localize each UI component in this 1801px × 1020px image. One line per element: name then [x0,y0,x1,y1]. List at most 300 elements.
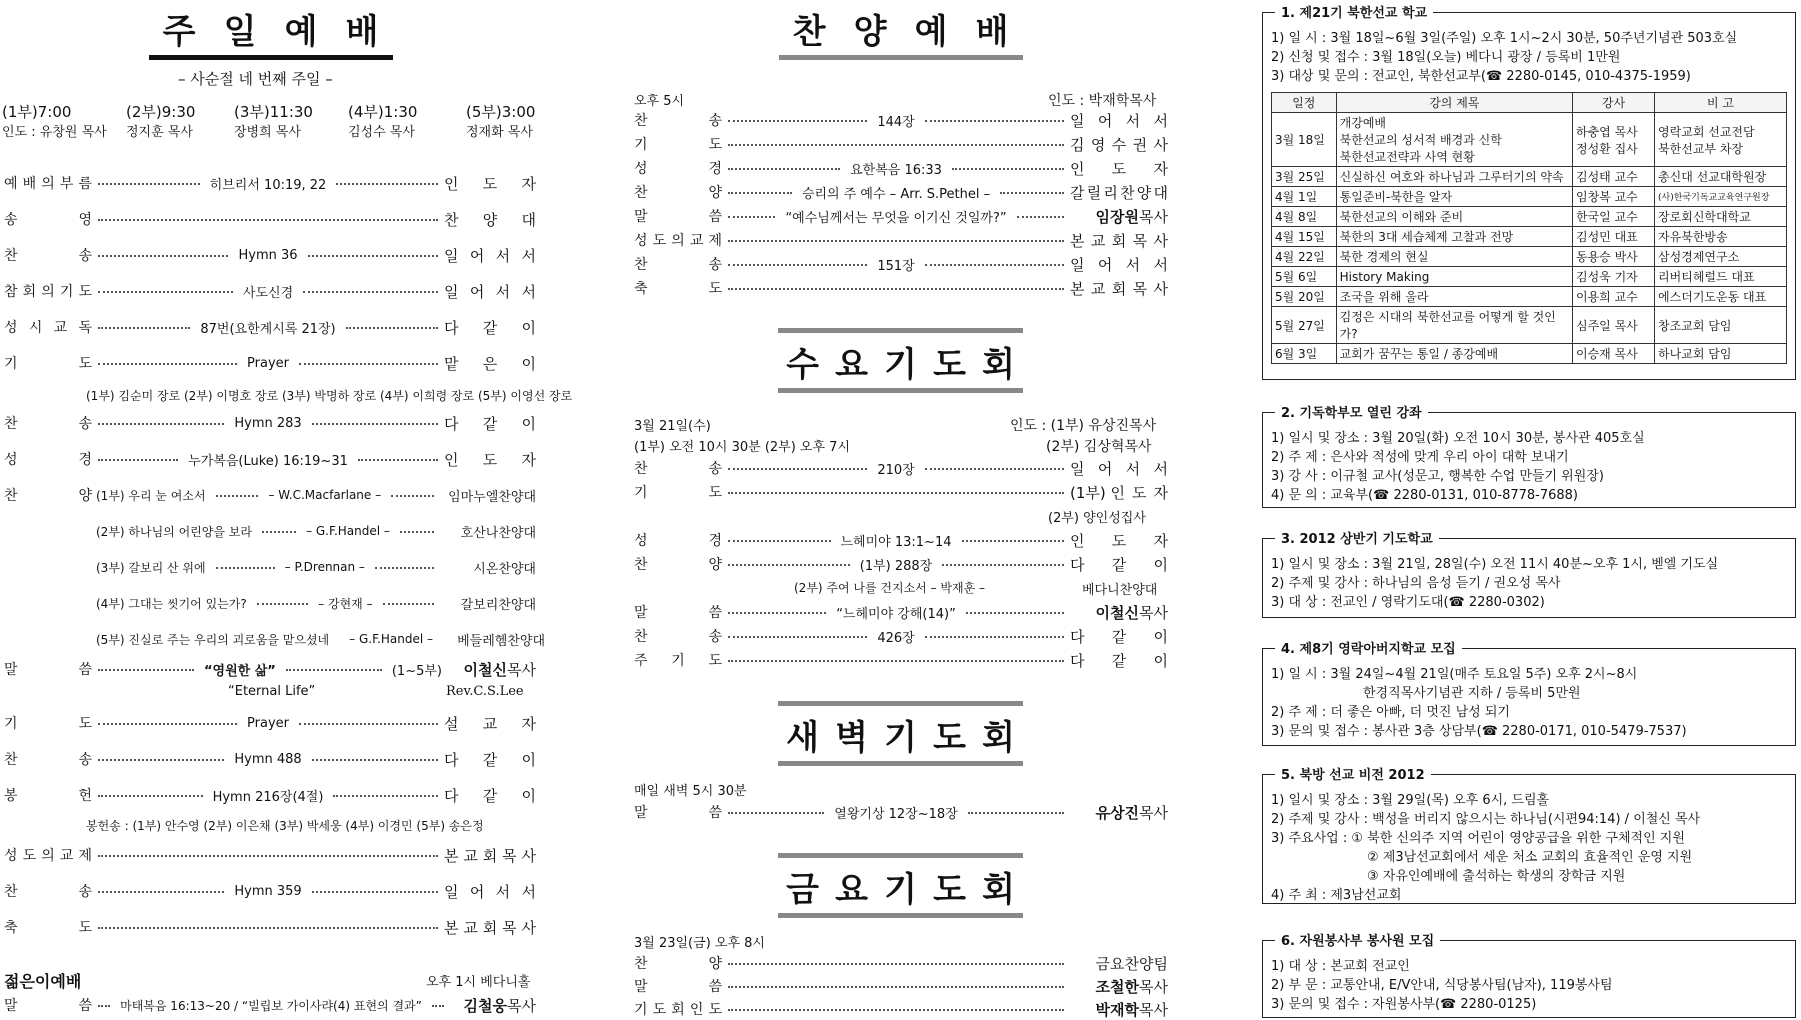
row-label [4,317,92,337]
row-content: 히브리서 10:19, 22 [209,177,327,193]
notice-2-heading: 2. 기독학부모 열린 강좌 [1275,402,1428,421]
char: 교 [463,846,478,865]
char: 이 [521,414,537,433]
service-leader: 정재화 목사 [466,125,533,140]
cell-line: 4월 8일 [1275,210,1318,224]
cell-line: 이용희 교수 [1576,290,1638,304]
char: 의 [41,848,55,864]
row-label [4,449,92,469]
row-content: 151장 [877,258,915,274]
char: 양 [482,210,498,229]
row-right [444,917,536,938]
char: 회 [1111,231,1127,250]
char: 일 [1070,111,1085,130]
char: 일 [1070,255,1085,274]
table-cell [1655,287,1787,307]
char: 배 [22,176,37,192]
char: 의 [41,284,55,300]
char: 본 [444,846,459,865]
wed-pray-2: (2부) 양인성집사 [1048,511,1146,526]
title-suffix: 목사 [1139,803,1168,822]
char: 송 [708,113,722,129]
char: 송 [708,257,722,273]
dot-leader [346,327,438,329]
row-right [1070,626,1168,647]
char: 어 [469,282,485,301]
char: 교 [59,848,74,864]
char: 같 [482,786,498,805]
row-right [444,881,536,902]
title-char: 도 [933,718,966,758]
cell-line: 김정은 시대의 북한선교를 어떻게 할 것인가? [1339,310,1556,341]
choir-composer: – W.C.Macfarlane – [268,488,382,502]
table-cell [1336,247,1572,267]
choir-song: (5부) 진실로 주는 우리의 괴로움을 맡으셨네 [96,632,330,647]
praise-leader: 인도 : 박재학목사 [1048,93,1157,109]
char: 송 [708,461,722,477]
char: 기 [671,653,685,669]
dot-leader [925,636,1064,638]
dot-leader [299,723,438,725]
row-right [1070,953,1168,974]
char: 기 [634,485,648,501]
offering-note: 봉헌송 : (1부) 안수영 (2부) 이은채 (3부) 박세웅 (4부) 이경민 (5부) 송은정 [86,819,484,833]
table-cell [1655,167,1787,187]
dot-leader [391,495,434,497]
char: 경 [708,533,722,549]
char: 자 [521,450,537,469]
row-label [4,413,92,433]
table-cell [1336,287,1572,307]
wed-times: (1부) 오전 10시 30분 (2부) 오후 7시 [634,440,851,455]
dot-leader [728,168,840,170]
char: 헌 [78,788,92,804]
row-label [634,110,722,130]
char: 은 [482,354,498,373]
row-label [4,173,92,193]
row-right [444,845,536,866]
dot-leader [925,120,1064,122]
row-right [450,995,536,1016]
row-right [444,785,536,806]
order-row [634,482,1168,502]
char: 김 [1070,135,1085,154]
char: 찬 [4,416,18,432]
row-label [4,881,92,901]
char: 도 [708,653,722,669]
char: 축 [4,920,18,936]
person-name: 금요찬양팀 [1095,954,1168,973]
char: 회 [671,1002,685,1018]
char: 어 [1097,459,1113,478]
choir-name: 호산나찬양대 [460,525,537,541]
char: 서 [521,282,536,301]
notice-line: 3) 대상 및 문의 : 전교인, 북한선교부(☎ 2280-0145, 010-4375-1959) [1271,69,1691,84]
order-row [4,173,536,193]
title-char: 일 [223,12,257,52]
table-cell [1336,207,1572,227]
table-cell [1272,187,1337,207]
char: 다 [1070,651,1085,670]
char: 송 [78,416,92,432]
dot-leader [728,288,1064,290]
notice-1-lines [1263,13,1795,90]
row-right [446,659,536,680]
char: 목 [1132,231,1148,250]
char: 말 [634,209,648,225]
dot-leader [728,812,824,814]
cell-line: 4월 1일 [1275,190,1318,204]
row-content: 누가복음(Luke) 16:19~31 [188,453,348,469]
row-label [4,713,92,733]
dot-leader [262,531,296,533]
table-cell [1573,167,1655,187]
choir-name: 임마누엘찬양대 [448,489,536,505]
char: 사 [1153,231,1168,250]
dot-leader [728,540,831,542]
char: 서 [1153,459,1168,478]
choir-name: 베들레헴찬양대 [457,633,545,649]
char: 예 [4,176,18,192]
sermon-eng-name: Rev.C.S.Lee [446,684,524,699]
dot-leader [400,531,434,533]
char: 서 [521,246,536,265]
table-cell [1272,227,1337,247]
char: 경 [708,161,722,177]
title-suffix: 목사 [507,996,536,1015]
char: 교 [463,918,478,937]
row-right [1070,182,1168,203]
table-cell [1655,187,1787,207]
dot-leader [98,927,438,929]
char: 교 [482,714,498,733]
char: 사 [521,918,536,937]
row-right [444,317,536,338]
dot-leader [98,327,190,329]
youth-row [4,995,536,1015]
order-row [634,530,1168,550]
title-char: 양 [853,12,887,52]
char: 릴 [1086,183,1102,202]
service-leader: 인도 : 유창원 목사 [2,125,107,140]
char: 참 [4,284,18,300]
char: 말 [4,662,18,678]
char: 도 [1111,159,1127,178]
table-cell [1573,227,1655,247]
dot-leader [98,723,237,725]
title-suffix: 목사 [1139,1000,1168,1019]
char: 부 [59,176,74,192]
notice-2-lines [1263,413,1795,509]
char: 다 [444,414,459,433]
char: 찬 [634,956,648,972]
char: 말 [634,979,648,995]
table-cell [1573,113,1655,167]
char: 씀 [708,605,722,621]
dot-leader [1017,216,1064,218]
dot-leader [728,264,867,266]
row-content: 사도신경 [242,285,294,301]
dot-leader [728,216,775,218]
row-label [634,530,722,550]
row-label [4,659,92,679]
service-leader: 김성수 목사 [348,125,415,140]
row-content: (1부) 288장 [859,558,933,574]
table-cell [1655,207,1787,227]
row-label [4,209,92,229]
row-label [634,802,722,822]
row-content: Hymn 216장(4절) [212,789,324,805]
preacher-name: 김철웅 [463,996,508,1015]
notice-box-3 [1262,532,1796,618]
char: 양 [708,956,722,972]
notice-line: 1) 일시 및 장소 : 3월 21일, 28일(수) 오전 11시 40분~오후 1시, 벧엘 기도실 [1271,557,1719,572]
schedule-table [1271,92,1787,364]
choir-song: (1부) 우리 눈 여소서 [96,488,206,503]
char: 같 [1111,555,1127,574]
row-content: Hymn 488 [234,751,302,767]
char: 자 [1153,483,1168,502]
row-right [1070,602,1168,623]
char: 성 [634,161,648,177]
cell-line: 하나교회 담임 [1658,347,1732,361]
service-leader: 정지훈 목사 [126,125,193,140]
title-char: 찬 [792,12,826,52]
table-row [1272,227,1787,247]
row-label [4,845,92,865]
char: 제 [708,233,722,249]
char: 도 [78,716,92,732]
row-content: “예수님께서는 무엇을 이기신 것일까?” [785,210,1007,226]
person-name: 조철한 [1095,977,1140,996]
char: 성 [4,452,18,468]
char: 찬 [4,248,18,264]
char: 의 [671,233,685,249]
char: 이 [521,318,536,337]
char: 도 [78,284,92,300]
person-name: 임장원 [1095,207,1140,226]
order-row [634,182,1168,202]
choir-row [4,521,536,541]
char: 말 [634,605,648,621]
cell-line: 총신대 선교대학원장 [1658,170,1767,184]
cell-line: 5월 6일 [1275,270,1318,284]
choir-composer: – G.F.Handel – [349,632,433,646]
table-row [1272,207,1787,227]
row-label [634,650,722,670]
row-label [634,482,722,502]
char: 인 [1070,531,1085,550]
notice-line: 3) 문의 및 접수 : 자원봉사부(☎ 2280-0125) [1271,997,1537,1012]
wed-choir-2-name: 베다니찬양대 [1082,583,1158,598]
dot-leader [98,459,178,461]
dot-leader [952,168,1064,170]
title-char: 금 [786,870,819,910]
table-cell [1272,344,1337,364]
char: 찬 [634,257,648,273]
dot-leader [333,795,438,797]
dot-leader [728,492,1064,494]
char: 사 [1153,279,1168,298]
char: 자 [521,174,537,193]
char: 인 [689,1002,704,1018]
service-time: (5부)3:00 [466,103,536,121]
char: 교 [1090,231,1106,250]
char: 이 [521,786,537,805]
title-char: 회 [982,718,1015,758]
dot-leader [942,564,1064,566]
sermon-title: “영원한 삶” [204,663,276,679]
cell-line: 하충엽 목사 [1576,124,1638,139]
cell-line: 북한 경제의 현실 [1339,250,1429,264]
notice-6-heading: 6. 자원봉사부 봉사원 모집 [1275,930,1440,949]
char: 기 [59,284,74,300]
table-cell [1272,287,1337,307]
order-row [4,245,536,265]
wed-leader-1: 인도 : (1부) 유상진목사 [1010,418,1157,434]
char: 독 [78,320,92,336]
char: 어 [469,882,485,901]
cell-line: 5월 20일 [1275,290,1325,304]
char: 서 [1125,459,1141,478]
dot-leader [312,891,438,893]
table-cell [1336,267,1572,287]
order-row [4,281,536,301]
cell-line: 이승재 목사 [1576,347,1638,361]
char: 리 [1103,183,1118,202]
cell-line: 에스더기도운동 대표 [1658,290,1767,304]
table-cell [1655,113,1787,167]
notice-5-heading: 5. 북방 선교 비전 2012 [1275,764,1431,783]
dot-leader [98,795,203,797]
service-time: (2부)9:30 [126,103,196,121]
char: 도 [708,137,722,153]
table-header-cell: 일정 [1272,93,1337,113]
char: 자 [521,714,536,733]
cell-line: 통일준비-북한을 알자 [1339,190,1453,204]
dot-leader [728,240,1064,242]
cell-line: 한국일 교수 [1576,210,1638,224]
youth-content: 마태복음 16:13~20 / “빌립보 가이사랴(4) 표현의 결과” [120,998,422,1013]
char: 서 [495,282,511,301]
cell-line: 리버티헤럴드 대표 [1658,270,1755,284]
title-char: 도 [933,345,966,385]
cell-line: (사)한국기독교교육연구원장 [1658,193,1770,203]
wednesday-prayer-title [778,328,1023,393]
cell-line: History Making [1339,269,1430,284]
dot-leader [728,192,792,194]
sermon-eng-title: “Eternal Life” [228,684,316,699]
table-cell [1573,247,1655,267]
table-header-cell: 강의 제목 [1336,93,1572,113]
char: 양 [708,185,722,201]
row-right [1070,802,1168,823]
char: 찬 [1120,183,1135,202]
char: 봉 [4,788,18,804]
char: 성 [634,233,648,249]
dot-leader [98,291,233,293]
title-char: 기 [884,345,917,385]
title-char: 회 [982,870,1015,910]
table-cell [1655,307,1787,344]
char: 도 [482,450,498,469]
row-label [634,158,722,178]
notice-line: 4) 문 의 : 교육부(☎ 2280-0131, 010-8778-7688) [1271,488,1578,503]
char: 일 [444,282,459,301]
cell-line: 영락교회 선교전담 [1658,124,1755,139]
order-row [634,802,1168,822]
dot-leader [98,255,228,257]
notice-line: 1) 일 시 : 3월 18일~6월 3일(주일) 오후 1시~2시 30분, 50주년기념관 503호실 [1271,31,1738,46]
dot-leader [257,603,308,605]
row-label [634,554,722,574]
char: 인 [1070,159,1085,178]
row-content: Hymn 283 [234,415,302,431]
row-content: Hymn 36 [238,247,298,263]
order-row [4,749,536,769]
dot-leader [216,495,259,497]
row-right [444,353,536,374]
row-content: 승리의 주 예수 – Arr. S.Pethel – [801,186,991,202]
title-char: 기 [884,870,917,910]
cell-line: 북한의 3대 세습체제 고찰과 전망 [1339,230,1514,244]
char: 인 [444,174,459,193]
char: 의 [41,176,55,192]
char: 씀 [78,662,92,678]
char: 맡 [444,354,459,373]
char: 이 [521,354,536,373]
notice-line: 3) 문의 및 접수 : 봉사관 3층 상담부(☎ 2280-0171, 010-5479-7537) [1271,724,1687,739]
char: 말 [4,998,18,1014]
cell-line: 삼성경제연구소 [1658,250,1740,264]
table-cell [1655,267,1787,287]
char: 씀 [78,998,92,1014]
cell-line: 정성환 집사 [1576,141,1638,156]
row-label [4,281,92,301]
row-content: Prayer [247,715,289,731]
dot-leader [299,363,438,365]
title-suffix: 목사 [507,660,536,679]
char: 이 [1153,651,1168,670]
sermon-parts: (1~5부) [391,663,442,679]
table-cell [1336,307,1572,344]
dot-leader [98,183,200,185]
row-label [634,976,722,996]
order-row [634,602,1168,622]
cell-line: 김성태 교수 [1576,170,1638,184]
char: 사 [1153,135,1168,154]
char: 목 [502,846,517,865]
table-row [1272,344,1787,364]
row-label [4,995,92,1015]
char: 서 [495,246,511,265]
choir-row [4,593,536,613]
table-cell [1272,267,1337,287]
dot-leader [728,636,867,638]
service-time: (4부)1:30 [348,103,418,121]
cell-line: 창조교회 담임 [1658,318,1732,333]
char: 이 [1153,555,1169,574]
sermon-row [4,659,536,679]
char: 일 [444,882,459,901]
cell-line: 6월 3일 [1275,347,1318,361]
choir-row [4,557,536,577]
char: 일 [444,246,459,265]
char: 다 [1070,555,1085,574]
youth-title: 젊은이예배 [4,972,82,991]
dot-leader [968,812,1064,814]
char: 제 [78,848,92,864]
